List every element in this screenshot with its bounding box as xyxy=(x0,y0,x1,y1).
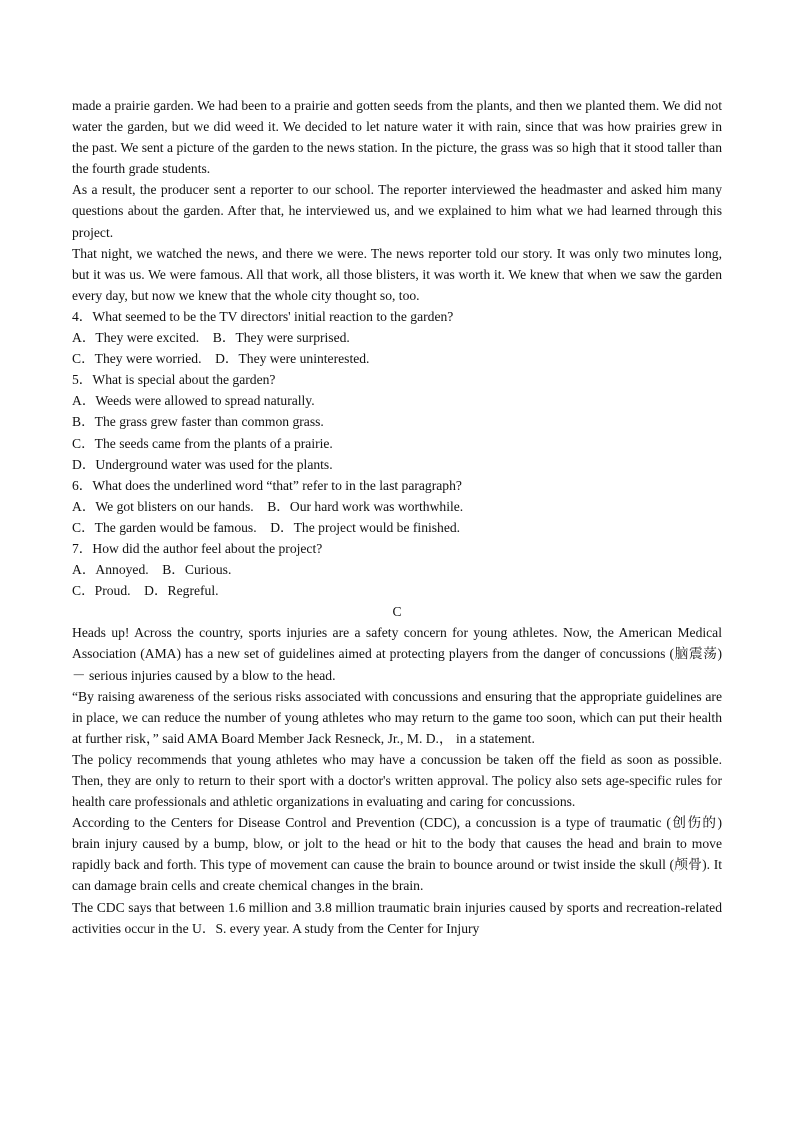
question-stem: 5．What is special about the garden? xyxy=(72,372,276,388)
option-line: A．Annoyed. B．Curious. xyxy=(72,562,232,578)
passage-c-paragraph: “By raising awareness of the serious risks associated with concussions and ensuring that the appropriate guidelines are in place, we can reduce the number of young athletes who may return to the game too soon, which can put their health at further risk，” said AMA Board Member Jack Resneck, Jr., M. D.， in a statement. xyxy=(72,688,722,746)
passage-b-paragraph: made a prairie garden. We had been to a prairie and gotten seeds from the plants, and then we planted them. We did not water the garden, but we did weed it. We decided to let nature water it with rain, since that was how prairies grew in the past. We sent a picture of the garden to the news station. In the picture, the grass was so high that it stood taller than the fourth grade students. xyxy=(72,98,722,177)
question-stem: 7．How did the author feel about the project? xyxy=(72,540,323,556)
question-7 xyxy=(72,538,722,601)
document-page xyxy=(72,95,722,939)
option-line: C．The seeds came from the plants of a prairie. xyxy=(72,435,333,451)
option-line: C．They were worried. D．They were uninterested. xyxy=(72,351,370,367)
question-6 xyxy=(72,475,722,538)
question-stem: 6．What does the underlined word “that” refer to in the last paragraph? xyxy=(72,477,462,493)
option-line: A．Weeds were allowed to spread naturally. xyxy=(72,393,315,409)
passage-c-paragraph: The policy recommends that young athletes who may have a concussion be taken off the field as soon as possible. Then, they are only to return to their sport with a doctor's written approval. The policy also sets age-specific rules for health care professionals and athletic organizations in evaluating and caring for concussions. xyxy=(72,751,722,810)
passage-c-paragraph: The CDC says that between 1.6 million and 3.8 million traumatic brain injuries caused by sports and recreation-related activities occur in the U．S. every year. A study from the Center for Injury xyxy=(72,899,722,936)
option-line: D．Underground water was used for the plants. xyxy=(72,456,333,472)
passage-c-paragraph: According to the Centers for Disease Control and Prevention (CDC), a concussion is a type of traumatic (创伤的) brain injury caused by a bump, blow, or jolt to the head or hit to the body that causes the head and brain to move rapidly back and forth. This type of movement can cause the brain to bounce around or twist inside the skull (颅骨). It can damage brain cells and create chemical changes in the brain. xyxy=(72,815,722,894)
question-stem: 4．What seemed to be the TV directors' initial reaction to the garden? xyxy=(72,308,454,324)
passage-c-paragraph: Heads up! Across the country, sports injuries are a safety concern for young athletes. Now, the American Medical Association (AMA) has a new set of guidelines aimed at protecting players from the danger of concussions (脑震荡) － serious injuries caused by a blow to the head. xyxy=(72,625,722,683)
passage-b-paragraph: That night, we watched the news, and there we were. The news reporter told our story. It was only two minutes long, but it was us. We were famous. All that work, all those blisters, it was worth it. We knew that when we saw the garden every day, but now we knew that the whole city thought so, too. xyxy=(72,245,722,303)
question-4 xyxy=(72,306,722,369)
option-line: C．The garden would be famous. D．The project would be finished. xyxy=(72,519,461,535)
passage-b-paragraph: As a result, the producer sent a reporter to our school. The reporter interviewed the headmaster and asked him many questions about the garden. After that, he interviewed us, and we explained to him what we had learned through this project. xyxy=(72,182,722,240)
option-line: A．We got blisters on our hands. B．Our hard work was worthwhile. xyxy=(72,498,464,514)
question-5 xyxy=(72,369,722,474)
section-heading: C xyxy=(392,604,402,620)
option-line: B．The grass grew faster than common grass. xyxy=(72,414,324,430)
option-line: C．Proud. D．Regreful. xyxy=(72,583,219,599)
option-line: A．They were excited. B．They were surprised. xyxy=(72,330,350,346)
